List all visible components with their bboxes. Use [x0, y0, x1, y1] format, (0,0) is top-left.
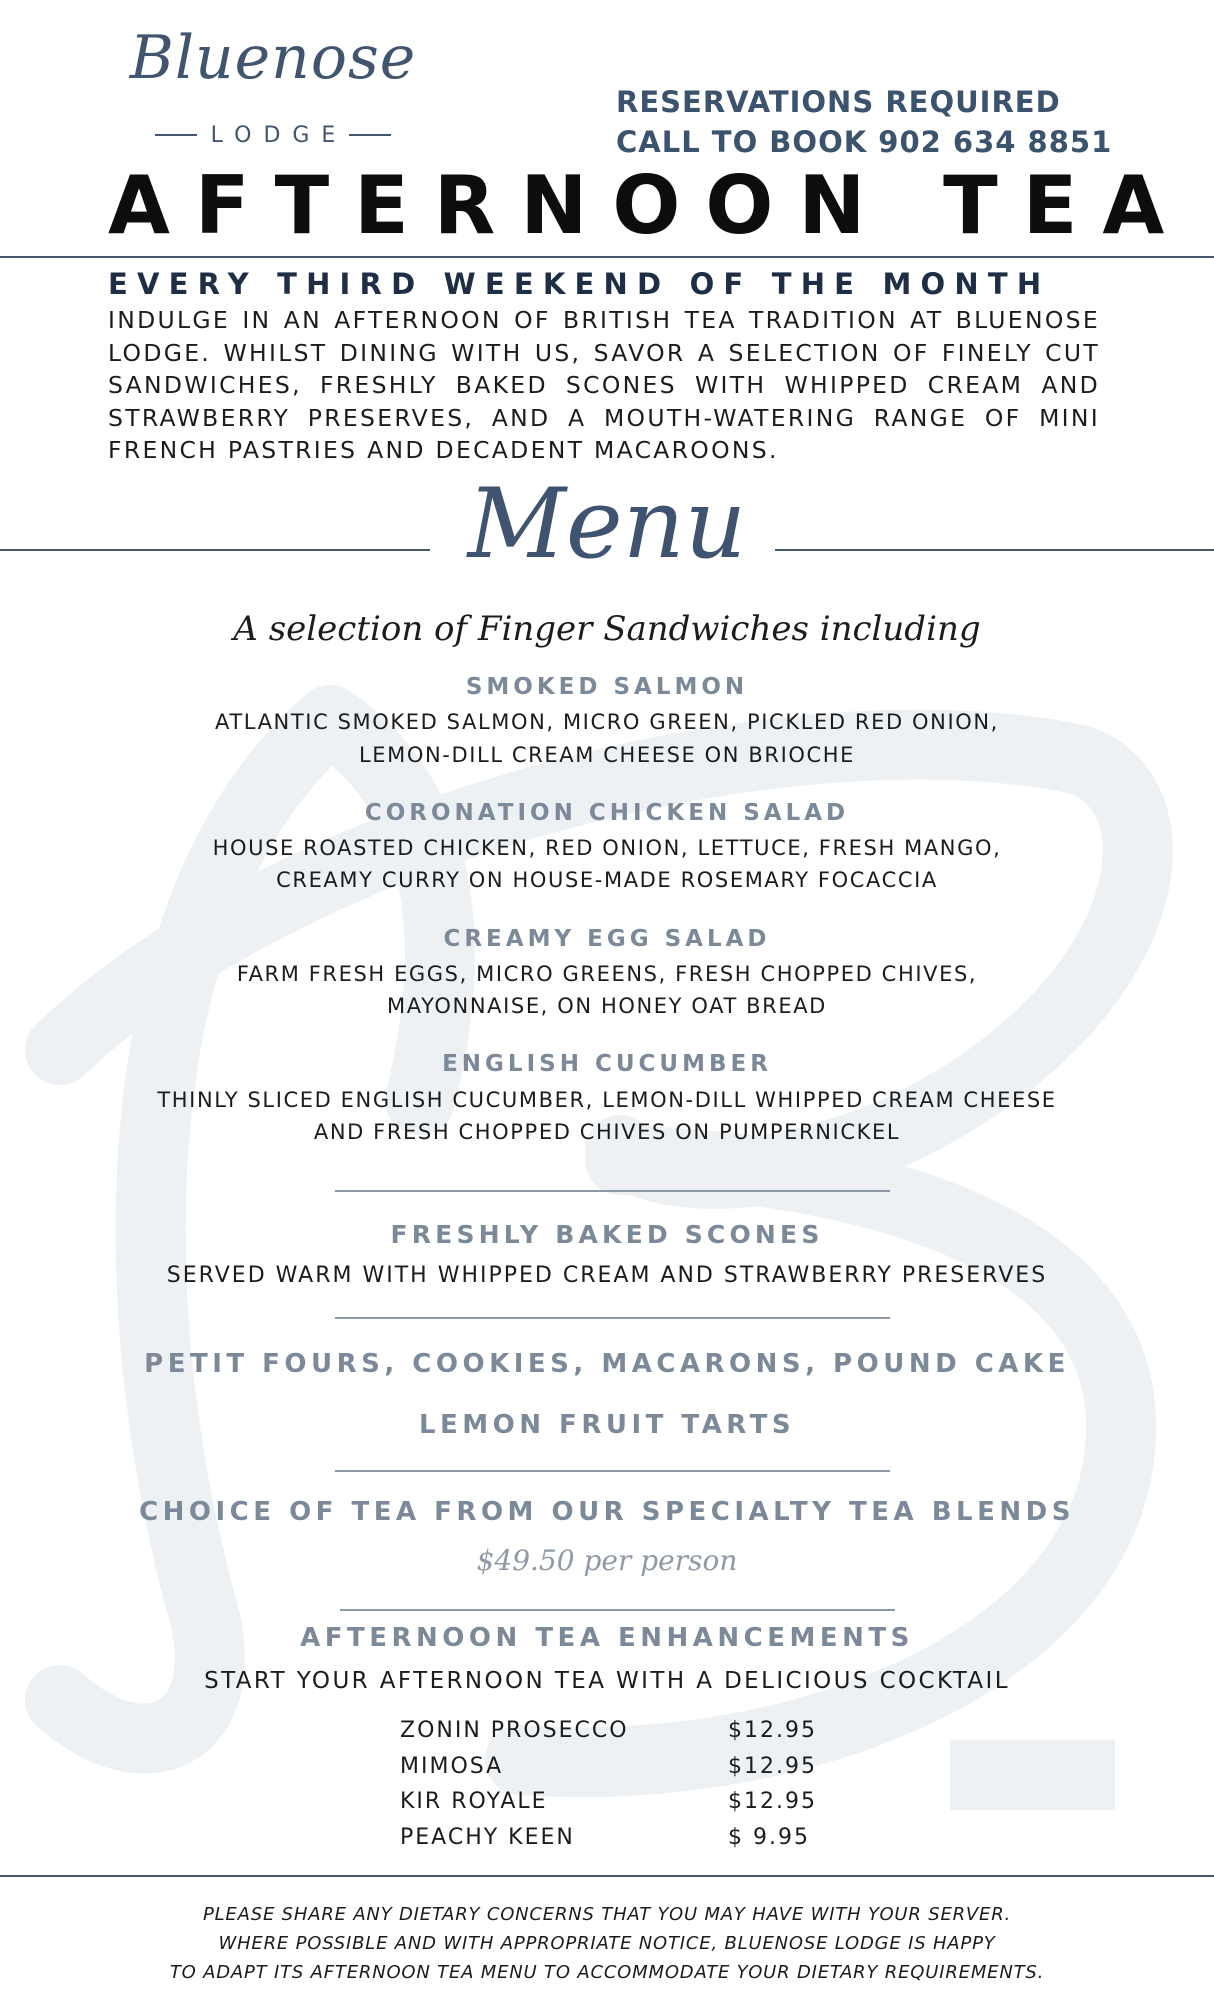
page-title: AFTERNOON TEA — [108, 159, 1190, 252]
cocktail-price: $ 9.95 — [728, 1824, 810, 1850]
list-item — [400, 1784, 820, 1820]
sandwich-desc-line: THINLY SLICED ENGLISH CUCUMBER, LEMON-DILL WHIPPED CREAM CHEESE — [157, 1088, 1057, 1112]
enhancements-subheading: START YOUR AFTERNOON TEA WITH A DELICIOUS COCKTAIL — [204, 1668, 1010, 1694]
dietary-note-line: WHERE POSSIBLE AND WITH APPROPRIATE NOTICE, BLUENOSE LODGE IS HAPPY — [218, 1933, 996, 1954]
cocktail-name: MIMOSA — [400, 1753, 504, 1779]
sandwich-desc-line: FARM FRESH EGGS, MICRO GREENS, FRESH CHOPPED CHIVES, — [236, 962, 978, 986]
sandwich-name: ENGLISH CUCUMBER — [442, 1051, 772, 1077]
price-per-person: $49.50 per person — [476, 1544, 738, 1577]
logo-rule-left — [155, 134, 197, 136]
footer-divider — [0, 1875, 1214, 1877]
cocktail-price: $12.95 — [728, 1718, 817, 1744]
call-to-book: CALL TO BOOK 902 634 8851 — [616, 125, 1113, 159]
sandwich-name: CORONATION CHICKEN SALAD — [364, 800, 850, 826]
cocktail-price: $12.95 — [728, 1753, 817, 1779]
tea-heading: CHOICE OF TEA FROM OUR SPECIALTY TEA BLENDS — [139, 1497, 1075, 1527]
cocktail-name: ZONIN PROSECCO — [400, 1718, 629, 1744]
sandwich-desc-line: HOUSE ROASTED CHICKEN, RED ONION, LETTUCE, FRESH MANGO, — [212, 836, 1002, 860]
cocktail-name: PEACHY KEEN — [400, 1824, 575, 1850]
logo-subtitle — [118, 120, 428, 150]
sandwich-desc-line: AND FRESH CHOPPED CHIVES ON PUMPERNICKEL — [313, 1120, 901, 1144]
list-item — [400, 1820, 820, 1856]
title-divider — [0, 256, 1214, 258]
reservations-required: RESERVATIONS REQUIRED — [616, 85, 1061, 119]
pastries-heading: PETIT FOURS, COOKIES, MACARONS, POUND CAKE — [144, 1349, 1070, 1379]
sandwich-name: CREAMY EGG SALAD — [443, 926, 771, 952]
scones-desc: SERVED WARM WITH WHIPPED CREAM AND STRAWBERRY PRESERVES — [166, 1263, 1048, 1288]
sandwich-desc-line: MAYONNAISE, ON HONEY OAT BREAD — [387, 994, 827, 1018]
schedule-heading: EVERY THIRD WEEKEND OF THE MONTH — [108, 267, 1051, 301]
enhancements-heading: AFTERNOON TEA ENHANCEMENTS — [300, 1623, 914, 1653]
section-divider — [335, 1317, 890, 1319]
logo-lodge-text: LODGE — [210, 122, 348, 148]
sandwich-intro: A selection of Finger Sandwiches including — [233, 609, 981, 649]
dietary-note-line: TO ADAPT ITS AFTERNOON TEA MENU TO ACCOMMODATE YOUR DIETARY REQUIREMENTS. — [169, 1962, 1045, 1983]
sandwich-desc-line: ATLANTIC SMOKED SALMON, MICRO GREEN, PICKLED RED ONION, — [215, 710, 999, 734]
list-item — [400, 1749, 820, 1785]
section-divider — [335, 1470, 890, 1472]
sandwich-desc-line: LEMON-DILL CREAM CHEESE ON BRIOCHE — [358, 743, 856, 767]
sandwich-desc-line: CREAMY CURRY ON HOUSE-MADE ROSEMARY FOCACCIA — [276, 868, 938, 892]
menu-heading: Menu — [467, 468, 747, 580]
cocktail-list — [400, 1713, 820, 1855]
sandwich-name: SMOKED SALMON — [465, 674, 749, 700]
logo-script: Bluenose — [129, 23, 417, 93]
intro-paragraph: INDULGE IN AN AFTERNOON OF BRITISH TEA TRADITION AT BLUENOSE LODGE. WHILST DINING WITH US, SAVOR A SELECTION OF FINELY CUT SANDWICHES, FRESHLY BAKED SCONES WITH WHIPPED CREAM AND STRAWBERRY PRESERVES, AND A MOUTH-WATERING RANGE OF MINI FRENCH PASTRIES AND DECADENT MACAROONS. — [108, 306, 1100, 464]
dietary-note — [0, 1900, 1214, 1987]
dietary-note-line: PLEASE SHARE ANY DIETARY CONCERNS THAT YOU MAY HAVE WITH YOUR SERVER. — [202, 1904, 1012, 1925]
tarts-heading: LEMON FRUIT TARTS — [418, 1410, 796, 1440]
logo-rule-right — [349, 134, 391, 136]
scones-heading: FRESHLY BAKED SCONES — [390, 1220, 824, 1249]
list-item — [400, 1713, 820, 1749]
cocktail-price: $12.95 — [728, 1789, 817, 1815]
cocktail-name: KIR ROYALE — [400, 1789, 548, 1815]
section-divider — [335, 1190, 890, 1192]
section-divider — [340, 1609, 895, 1611]
